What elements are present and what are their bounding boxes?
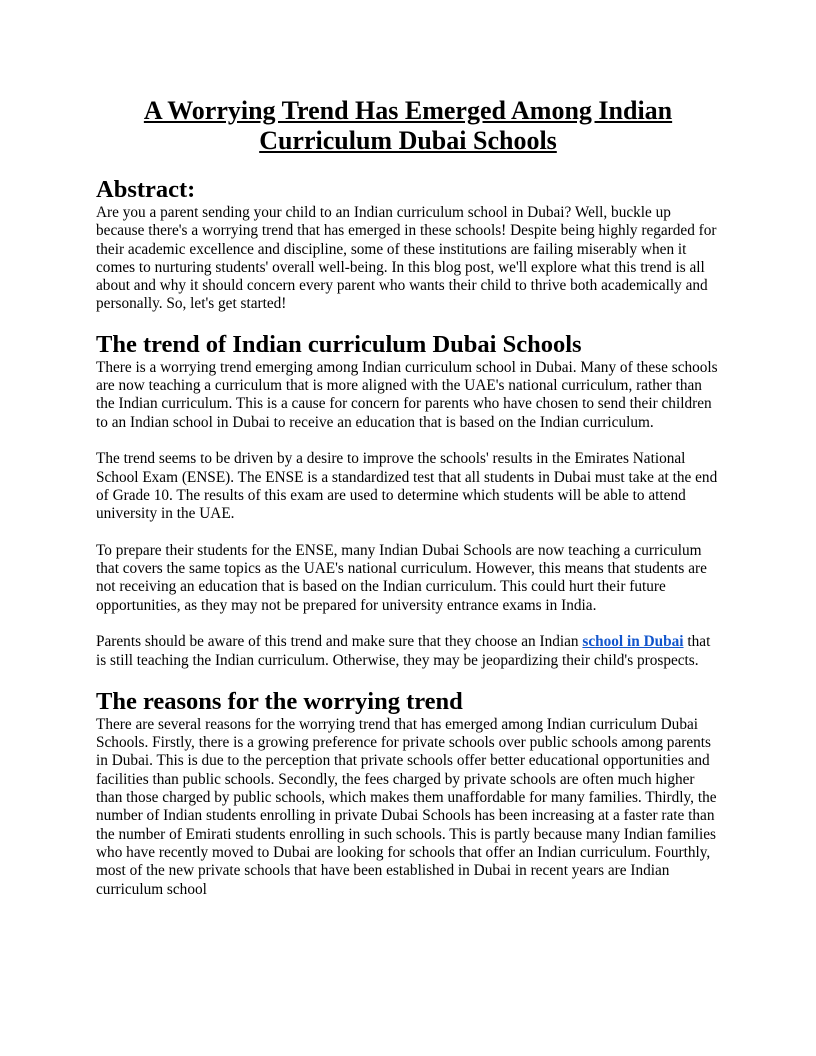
- trend-paragraph-1: There is a worrying trend emerging among Indian curriculum school in Dubai. Many of these schools are now teaching a curriculum that is more aligned with the UAE's national curriculum, rather than the Indian curriculum. This is a cause for concern for parents who have chosen to send their children to an Indian school in Dubai to receive an education that is based on the Indian curriculum.: [96, 358, 718, 431]
- abstract-section: [96, 176, 720, 314]
- document-page: [96, 96, 720, 899]
- reasons-paragraph-1: There are several reasons for the worrying trend that has emerged among Indian curriculum Dubai Schools. Firstly, there is a growing preference for private schools over public schools among parents in Dubai. This is due to the perception that private schools offer better educational opportunities and facilities than public schools. Secondly, the fees charged by private schools are often much higher than those charged by public schools, which makes them unaffordable for many families. Thirdly, the number of Indian students enrolling in private Dubai Schools has been increasing at a faster rate than the number of Emirati students enrolling in such schools. This is partly because many Indian families who have recently moved to Dubai are looking for schools that offer an Indian curriculum. Fourthly, most of the new private schools that have been established in Dubai in recent years are Indian curriculum school: [96, 715, 717, 898]
- trend-paragraph-4-text-after: that is still teaching the Indian curriculum. Otherwise, they may be jeopardizing their child's prospects.: [96, 633, 711, 669]
- reasons-section: [96, 688, 720, 899]
- trend-section: [96, 331, 720, 670]
- trend-paragraph-4-text-before: Parents should be aware of this trend and make sure that they choose an Indian: [96, 633, 583, 651]
- trend-paragraph-2: The trend seems to be driven by a desire to improve the schools' results in the Emirates National School Exam (ENSE). The ENSE is a standardized test that all students in Dubai must take at the end of Grade 10. The results of this exam are used to determine which students will be able to attend university in the UAE.: [96, 450, 718, 523]
- reasons-heading: The reasons for the worrying trend: [96, 687, 463, 715]
- page-title: [96, 96, 720, 156]
- trend-paragraph-3: To prepare their students for the ENSE, many Indian Dubai Schools are now teaching a curriculum that covers the same topics as the UAE's national curriculum. However, this means that students are not receiving an education that is based on the Indian curriculum. This could hurt their future opportunities, as they may not be prepared for university entrance exams in India.: [96, 541, 707, 614]
- trend-paragraph-4: [96, 633, 720, 670]
- school-in-dubai-link[interactable]: school in Dubai: [582, 633, 684, 651]
- abstract-heading: Abstract:: [96, 176, 196, 203]
- title-line-1: A Worrying Trend Has Emerged Among Indian: [143, 96, 673, 125]
- abstract-paragraph: Are you a parent sending your child to an Indian curriculum school in Dubai? Well, buckle up because there's a worrying trend that has emerged in these schools! Despite being highly regarded for their academic excellence and discipline, some of these institutions are failing miserably when it comes to nurturing students' overall well-being. In this blog post, we'll explore what this trend is all about and why it should concern every parent who wants their child to thrive both academically and personally. So, let's get started!: [96, 204, 717, 313]
- title-line-2: Curriculum Dubai Schools: [259, 126, 557, 155]
- trend-heading: The trend of Indian curriculum Dubai Schools: [96, 330, 582, 358]
